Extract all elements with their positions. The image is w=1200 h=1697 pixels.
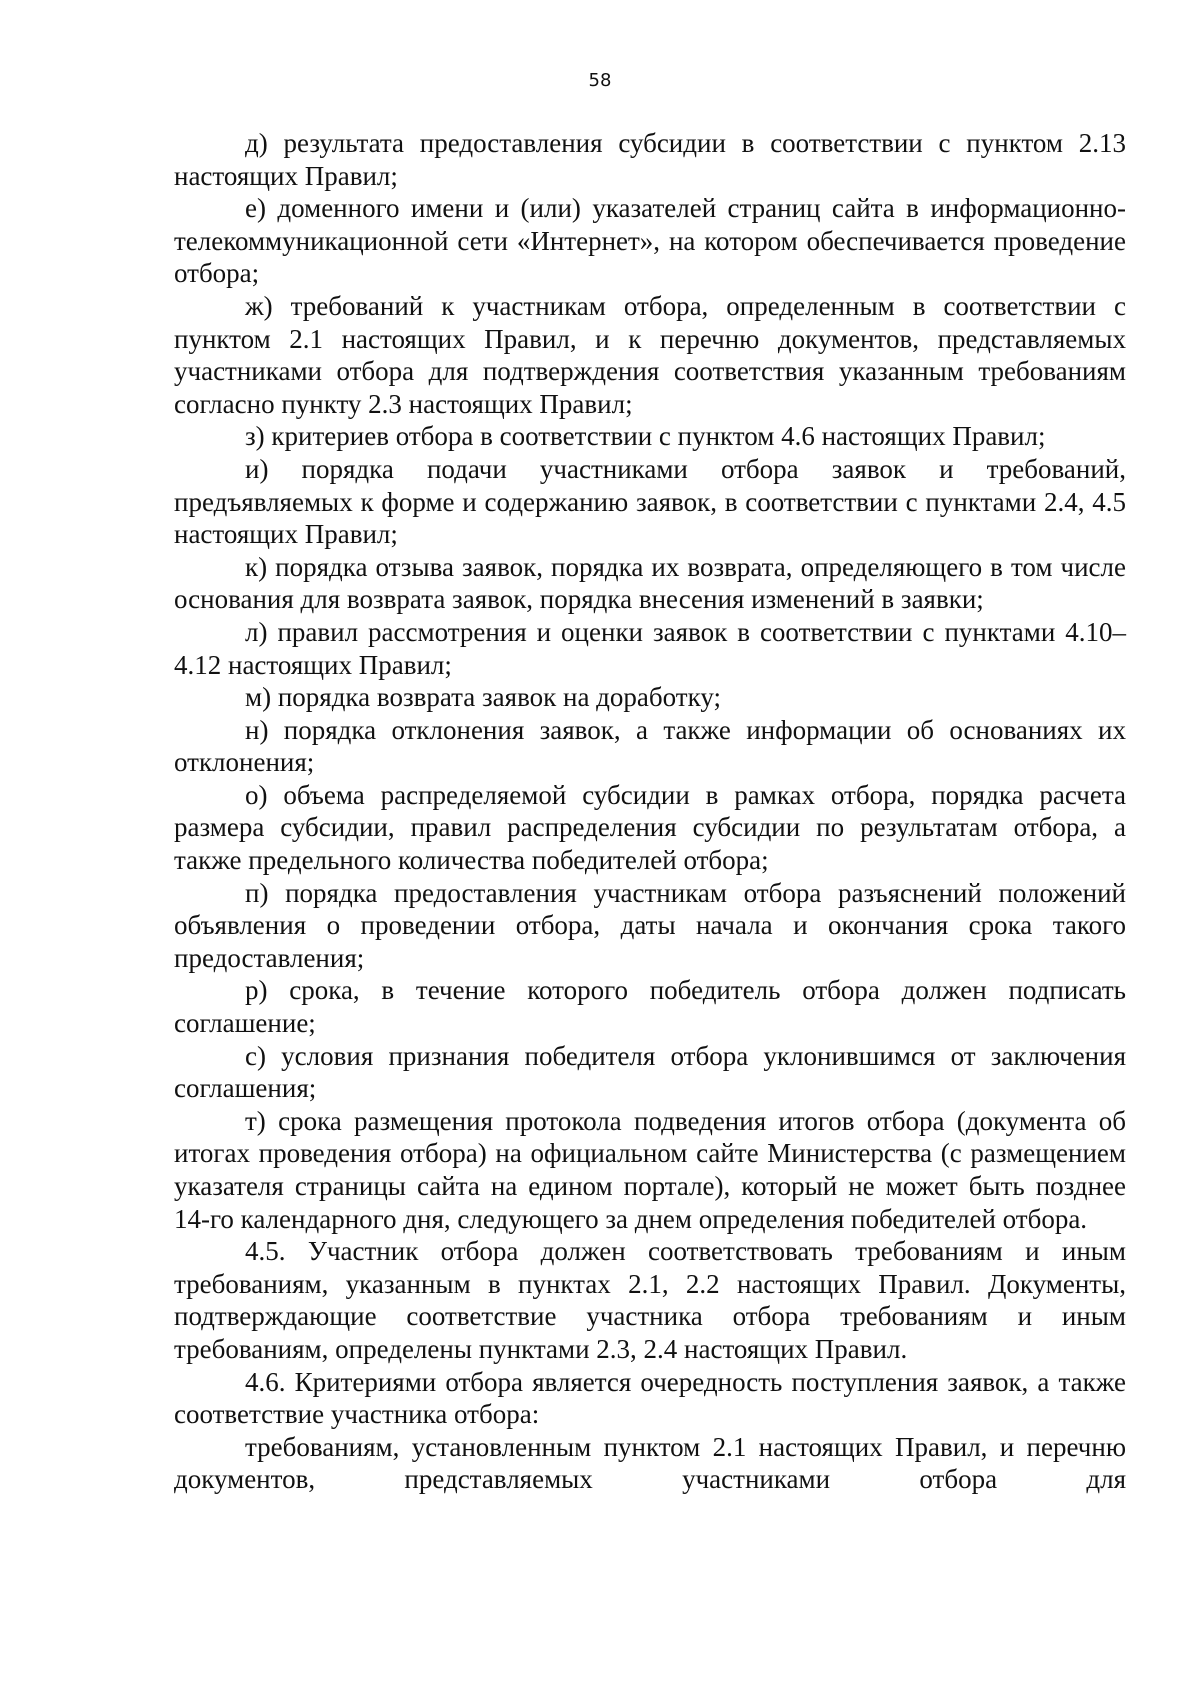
document-body — [174, 127, 1126, 1496]
paragraph-s: с) условия признания победителя отбора уклонившимся от заключения соглашения; — [174, 1040, 1126, 1104]
paragraph-m: м) порядка возврата заявок на доработку; — [245, 682, 721, 713]
paragraph-o: о) объема распределяемой субсидии в рамках отбора, порядка расчета размера субсидии, правил распределения субсидии по результатам отбора, а также предельного количества победителей отбора; — [174, 779, 1126, 876]
paragraph-t: т) срока размещения протокола подведения итогов отбора (документа об итогах проведения отбора) на официальном сайте Министерства (с размещением указателя страницы сайта на едином портале), который не может быть позднее 14-го календарного дня, следующего за днем определения победителей отбора. — [174, 1105, 1126, 1234]
paragraph-k: к) порядка отзыва заявок, порядка их возврата, определяющего в том числе основания для возврата заявок, порядка внесения изменений в заявки; — [174, 551, 1126, 615]
paragraph-d: д) результата предоставления субсидии в соответствии с пунктом 2.13 настоящих Правил; — [174, 128, 1126, 191]
paragraph-r: р) срока, в течение которого победитель отбора должен подписать соглашение; — [174, 975, 1126, 1039]
paragraph-i: и) порядка подачи участниками отбора заявок и требований, предъявляемых к форме и содержанию заявок, в соответствии с пунктами 2.4, 4.5 настоящих Правил; — [174, 453, 1126, 550]
paragraph-n: н) порядка отклонения заявок, а также информации об основаниях их отклонения; — [174, 714, 1126, 778]
paragraph-requirements: требованиям, установленным пунктом 2.1 настоящих Правил, и перечню документов, представляемых участниками отбора для — [174, 1431, 1126, 1495]
paragraph-l: л) правил рассмотрения и оценки заявок в соответствии с пунктами 4.10–4.12 настоящих Правил; — [174, 616, 1126, 680]
page-number: 58 — [588, 70, 612, 91]
paragraph-zh: ж) требований к участникам отбора, определенным в соответствии с пунктом 2.1 настоящих Правил, и к перечню документов, представляемых участниками отбора для подтверждения соответствия указанным требованиям согласно пункту 2.3 настоящих Правил; — [174, 290, 1126, 419]
paragraph-4-5: 4.5. Участник отбора должен соответствовать требованиям и иным требованиям, указанным в пунктах 2.1, 2.2 настоящих Правил. Документы, подтверждающие соответствие участника отбора требованиям и иным требованиям, определены пунктами 2.3, 2.4 настоящих Правил. — [174, 1236, 1126, 1364]
paragraph-4-6: 4.6. Критериями отбора является очередность поступления заявок, а также соответствие участника отбора: — [174, 1366, 1126, 1430]
paragraph-e: е) доменного имени и (или) указателей страниц сайта в информационно-телекоммуникационной сети «Интернет», на котором обеспечивается проведение отбора; — [174, 193, 1126, 289]
paragraph-z: з) критериев отбора в соответствии с пунктом 4.6 настоящих Правил; — [245, 421, 1046, 452]
paragraph-p: п) порядка предоставления участникам отбора разъяснений положений объявления о проведении отбора, даты начала и окончания срока такого предоставления; — [174, 877, 1126, 973]
